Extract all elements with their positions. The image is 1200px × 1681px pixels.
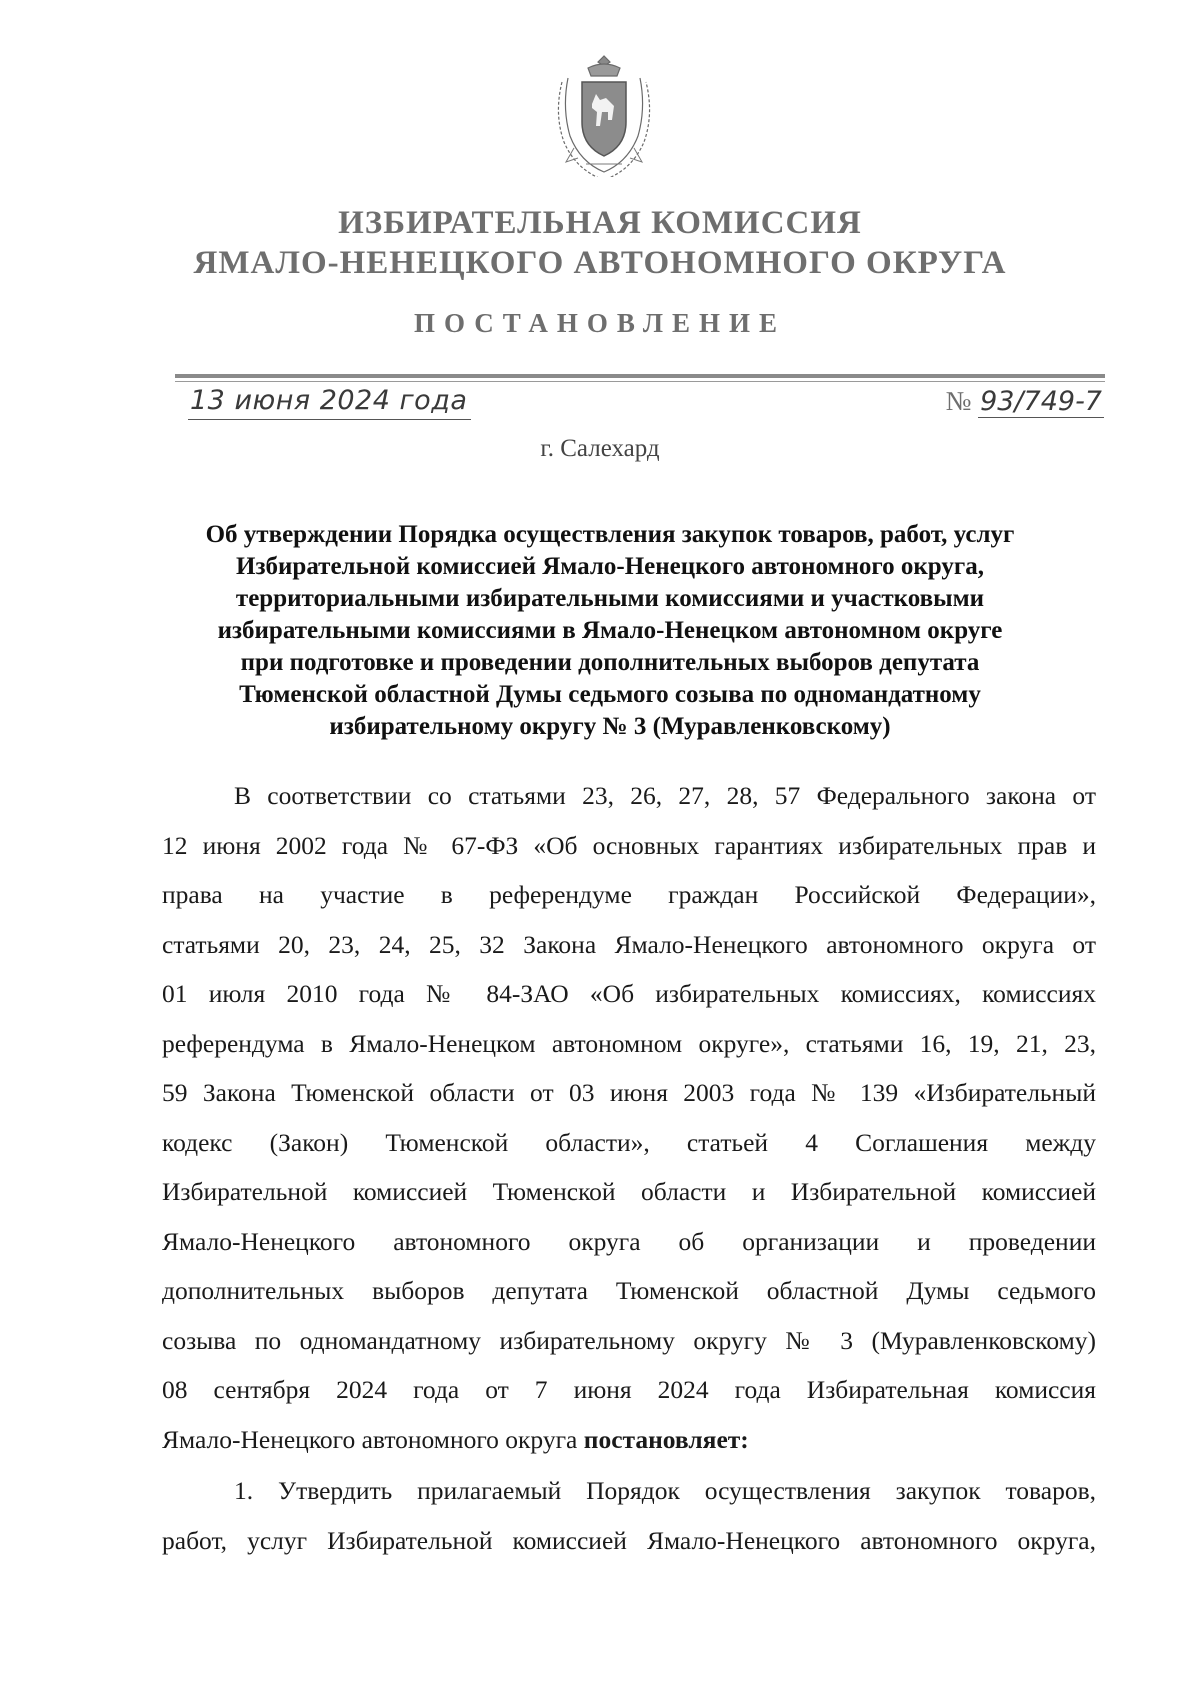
body-line: 08 сентября 2024 года от 7 июня 2024 года Избирательная комиссия — [162, 1375, 1096, 1404]
organization-name-line2: ЯМАЛО-НЕНЕЦКОГО АВТОНОМНОГО ОКРУГА — [193, 245, 1007, 281]
resolution-title — [150, 519, 1070, 743]
header-divider-thick — [175, 374, 1105, 378]
resolves-keyword: постановляет: — [583, 1424, 749, 1454]
document-number — [946, 383, 1104, 420]
title-line: Об утверждении Порядка осуществления закупок товаров, работ, услуг — [205, 521, 1015, 548]
title-line: Избирательной комиссией Ямало-Ненецкого автономного округа, — [236, 553, 984, 580]
resolves-lead-text: Ямало-Ненецкого автономного округа — [162, 1424, 584, 1454]
title-line: избирательному округу № 3 (Муравленковскому) — [329, 713, 891, 740]
item-1-line: работ, услуг Избирательной комиссией Ямало-Ненецкого автономного округа, — [162, 1525, 1096, 1555]
item-1-line: 1. Утвердить прилагаемый Порядок осуществления закупок товаров, — [234, 1476, 1096, 1505]
body-line: дополнительных выборов депутата Тюменской областной Думы седьмого — [162, 1276, 1096, 1305]
body-line: Избирательной комиссией Тюменской области и Избирательной комиссией — [162, 1177, 1096, 1206]
issue-city: г. Салехард — [540, 435, 660, 462]
title-line: избирательными комиссиями в Ямало-Ненецком автономном округе — [217, 617, 1003, 644]
body-line-resolves — [162, 1422, 1096, 1472]
coat-of-arms-emblem — [552, 52, 656, 177]
body-line: 12 июня 2002 года № 67-ФЗ «Об основных гарантиях избирательных прав и — [162, 830, 1096, 860]
body-line: В соответствии со статьями 23, 26, 27, 28, 57 Федерального закона от — [234, 781, 1096, 810]
title-line: Тюменской областной Думы седьмого созыва по одномандатному — [239, 681, 981, 708]
document-date: 13 июня 2024 года — [188, 383, 471, 420]
body-line: Ямало-Ненецкого автономного округа об организации и проведении — [162, 1226, 1096, 1256]
header-divider-thin — [175, 381, 1105, 382]
body-line: 59 Закона Тюменской области от 03 июня 2003 года № 139 «Избирательный — [162, 1078, 1096, 1107]
document-type: ПОСТАНОВЛЕНИЕ — [413, 308, 787, 338]
organization-name-line1: ИЗБИРАТЕЛЬНАЯ КОМИССИЯ — [338, 205, 862, 241]
number-sign: № — [945, 386, 972, 416]
body-line: права на участие в референдуме граждан Российской Федерации», — [162, 880, 1096, 909]
title-line: территориальными избирательными комиссиями и участковыми — [235, 585, 985, 612]
body-line: референдума в Ямало-Ненецком автономном округе», статьями 16, 19, 21, 23, — [162, 1028, 1096, 1058]
title-line: при подготовке и проведении дополнительных выборов депутата — [240, 649, 980, 676]
body-line: статьями 20, 23, 24, 25, 32 Закона Ямало-Ненецкого автономного округа от — [162, 929, 1096, 959]
resolution-body — [162, 778, 1096, 1572]
body-line: 01 июля 2010 года № 84-ЗАО «Об избирательных комиссиях, комиссиях — [162, 979, 1096, 1008]
body-line: кодекс (Закон) Тюменской области», статьей 4 Соглашения между — [162, 1127, 1096, 1157]
document-number-value: 93/749-7 — [980, 386, 1102, 417]
body-line: созыва по одномандатному избирательному округу № 3 (Муравленковскому) — [162, 1325, 1096, 1355]
